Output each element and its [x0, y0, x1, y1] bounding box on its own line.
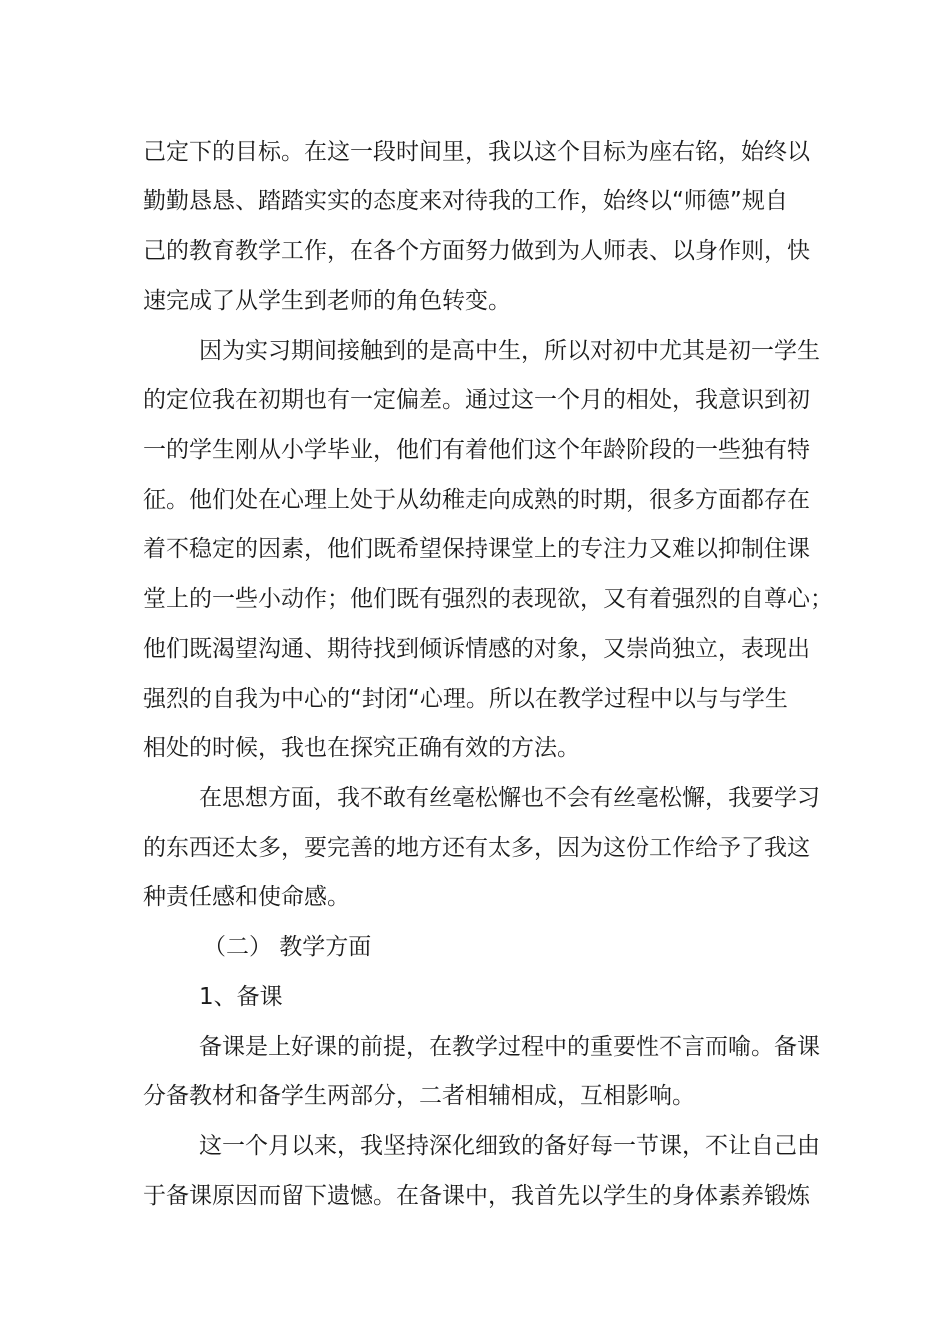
section-heading: （二） 教学方面	[203, 934, 372, 960]
text-line: 的东西还太多，要完善的地方还有太多，因为这份工作给予了我这	[143, 835, 810, 861]
paragraph-start-line: 因为实习期间接触到的是高中生，所以对初中尤其是初一学生	[199, 338, 820, 364]
paragraph-start-line: 在思想方面，我不敢有丝毫松懈也不会有丝毫松懈，我要学习	[199, 785, 820, 811]
text-line: 一的学生刚从小学毕业，他们有着他们这个年龄阶段的一些独有特	[143, 437, 810, 463]
text-line: 相处的时候，我也在探究正确有效的方法。	[143, 735, 580, 761]
text-line: 种责任感和使命感。	[143, 884, 350, 910]
text-line: 的定位我在初期也有一定偏差。通过这一个月的相处，我意识到初	[143, 387, 810, 413]
text-line: 勤勤恳恳、踏踏实实的态度来对待我的工作，始终以“师德”规自	[143, 188, 788, 214]
paragraph-start-line: 这一个月以来，我坚持深化细致的备好每一节课，不让自己由	[199, 1133, 820, 1159]
text-line: 着不稳定的因素，他们既希望保持课堂上的专注力又难以抑制住课	[143, 536, 810, 562]
text-line: 速完成了从学生到老师的角色转变。	[143, 288, 511, 314]
paragraph-start-line: 备课是上好课的前提，在教学过程中的重要性不言而喻。备课	[199, 1034, 820, 1060]
text-line: 强烈的自我为中心的“封闭“心理。所以在教学过程中以与与学生	[143, 686, 788, 712]
text-line: 他们既渴望沟通、期待找到倾诉情感的对象，又崇尚独立，表现出	[143, 636, 810, 662]
text-line: 己的教育教学工作，在各个方面努力做到为人师表、以身作则，快	[143, 238, 810, 264]
text-line: 于备课原因而留下遗憾。在备课中，我首先以学生的身体素养锻炼	[143, 1183, 810, 1209]
text-line: 分备教材和备学生两部分，二者相辅相成，互相影响。	[143, 1083, 695, 1109]
text-line: 征。他们处在心理上处于从幼稚走向成熟的时期，很多方面都存在	[143, 487, 810, 513]
text-line: 己定下的目标。在这一段时间里，我以这个目标为座右铭，始终以	[143, 139, 810, 165]
subsection-heading: 1、备课	[199, 984, 283, 1010]
text-line: 堂上的一些小动作；他们既有强烈的表现欲，又有着强烈的自尊心；	[143, 586, 833, 612]
